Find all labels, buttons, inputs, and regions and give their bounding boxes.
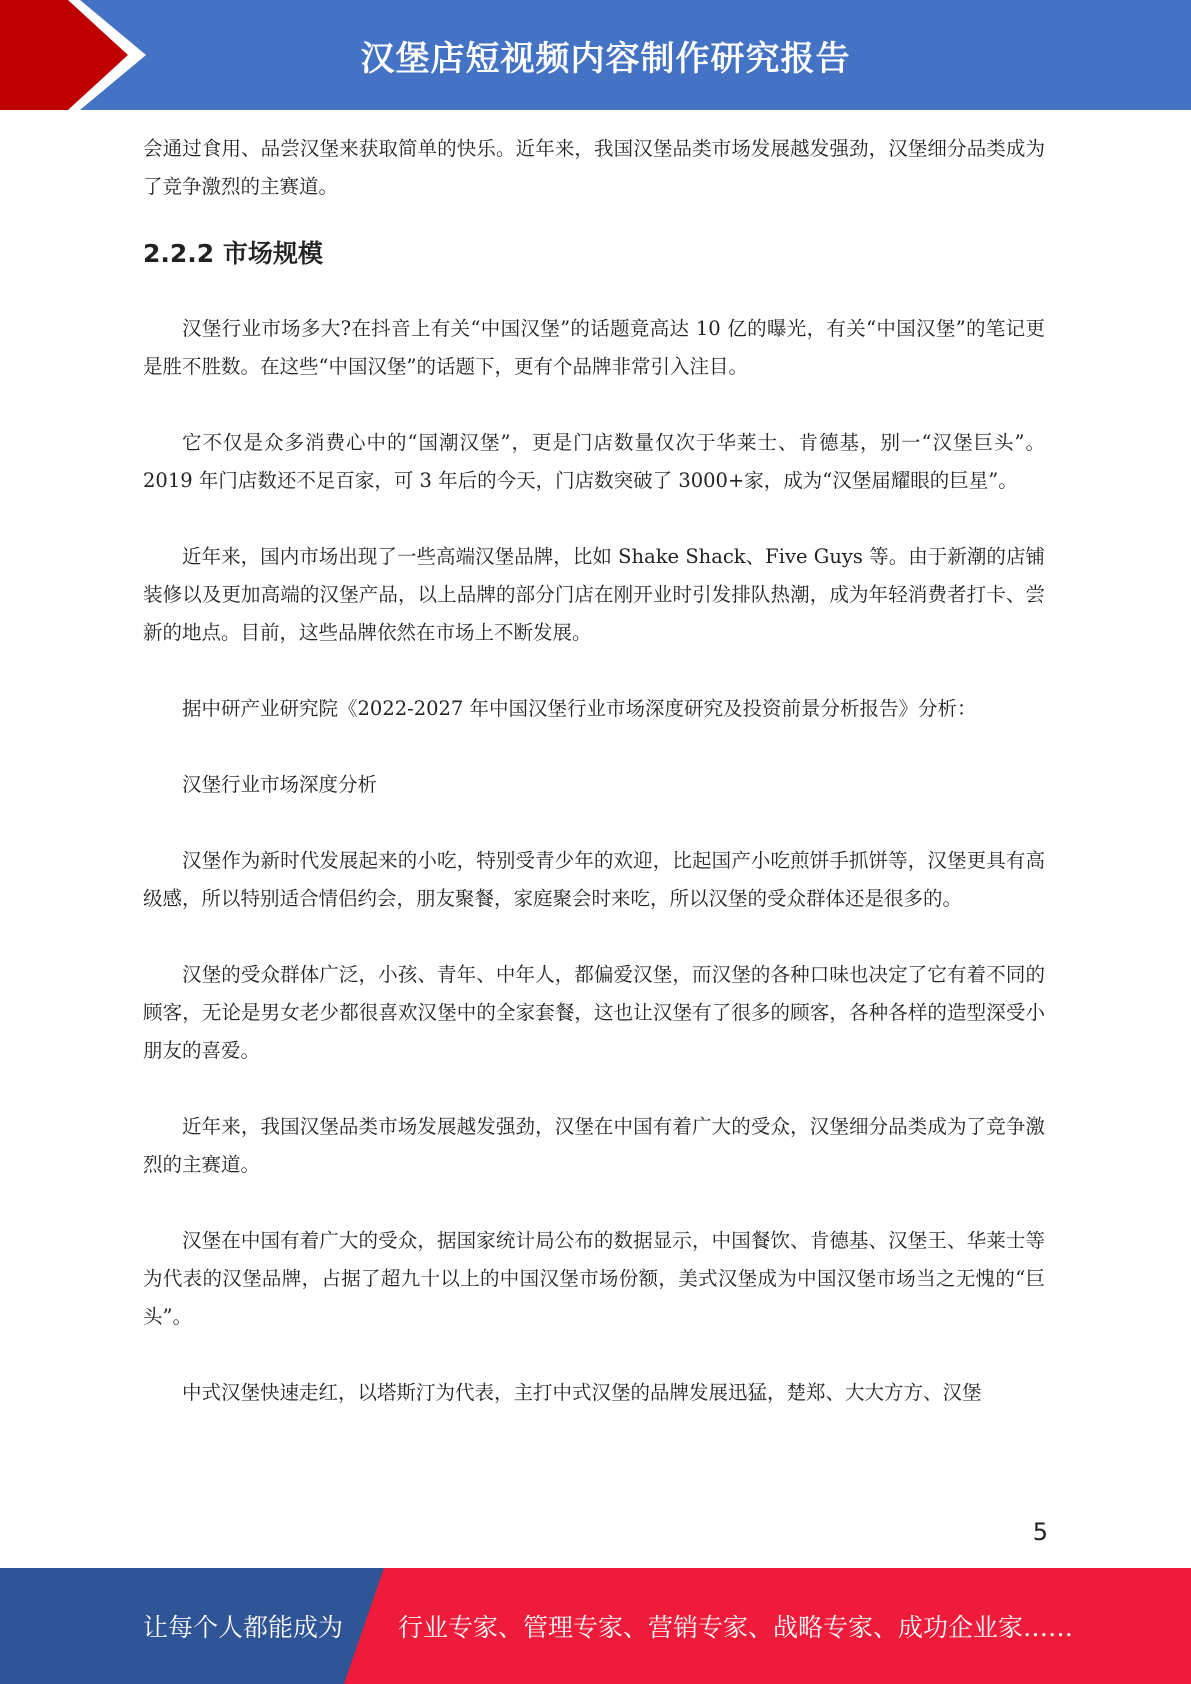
footer-slogan-left: 让每个人都能成为: [143, 1613, 344, 1642]
page-footer: [0, 1568, 1191, 1684]
document-body: [143, 130, 1045, 1412]
paragraph: 汉堡的受众群体广泛，小孩、青年、中年人，都偏爱汉堡，而汉堡的各种口味也决定了它有着不同的顾客，无论是男女老少都很喜欢汉堡中的全家套餐，这也让汉堡有了很多的顾客，各种各样的造型深受小朋友的喜爱。: [143, 963, 1045, 1062]
subheading-paragraph: 汉堡行业市场深度分析: [182, 773, 378, 796]
paragraph: 据中研产业研究院《2022-2027 年中国汉堡行业市场深度研究及投资前景分析报告》分析：: [182, 697, 977, 720]
footer-slogan-right: 行业专家、管理专家、营销专家、战略专家、成功企业家……: [398, 1613, 1074, 1642]
paragraph: 它不仅是众多消费心中的“国潮汉堡”，更是门店数量仅次于华莱士、肯德基，别一“汉堡巨头”。2019 年门店数还不足百家，可 3 年后的今天，门店数突破了 3000+家，成为“汉堡届耀眼的巨星”。: [143, 431, 1045, 492]
paragraph-continuation: 会通过食用、品尝汉堡来获取简单的快乐。近年来，我国汉堡品类市场发展越发强劲，汉堡细分品类成为了竞争激烈的主赛道。: [143, 137, 1045, 198]
paragraph: 中式汉堡快速走红，以塔斯汀为代表，主打中式汉堡的品牌发展迅猛，楚郑、大大方方、汉堡: [182, 1381, 982, 1404]
section-heading: 2.2.2 市场规模: [143, 239, 323, 268]
paragraph: 汉堡行业市场多大?在抖音上有关“中国汉堡”的话题竟高达 10 亿的曝光，有关“中国汉堡”的笔记更是胜不胜数。在这些“中国汉堡”的话题下，更有个品牌非常引入注目。: [143, 317, 1045, 378]
page-number: 5: [1032, 1518, 1048, 1546]
paragraph: 汉堡在中国有着广大的受众，据国家统计局公布的数据显示，中国餐饮、肯德基、汉堡王、华莱士等为代表的汉堡品牌，占据了超九十以上的中国汉堡市场份额，美式汉堡成为中国汉堡市场当之无愧的“巨头”。: [143, 1229, 1045, 1328]
paragraph: 近年来，我国汉堡品类市场发展越发强劲，汉堡在中国有着广大的受众，汉堡细分品类成为了竞争激烈的主赛道。: [143, 1115, 1045, 1176]
paragraph: 汉堡作为新时代发展起来的小吃，特别受青少年的欢迎，比起国产小吃煎饼手抓饼等，汉堡更具有高级感，所以特别适合情侣约会，朋友聚餐，家庭聚会时来吃，所以汉堡的受众群体还是很多的。: [143, 849, 1045, 910]
page-header: [0, 0, 1191, 110]
document-title: 汉堡店短视频内容制作研究报告: [360, 38, 851, 79]
paragraph: 近年来，国内市场出现了一些高端汉堡品牌，比如 Shake Shack、Five Guys 等。由于新潮的店铺装修以及更加高端的汉堡产品，以上品牌的部分门店在刚开业时引发排队热潮，成为年轻消费者打卡、尝新的地点。目前，这些品牌依然在市场上不断发展。: [143, 545, 1045, 644]
